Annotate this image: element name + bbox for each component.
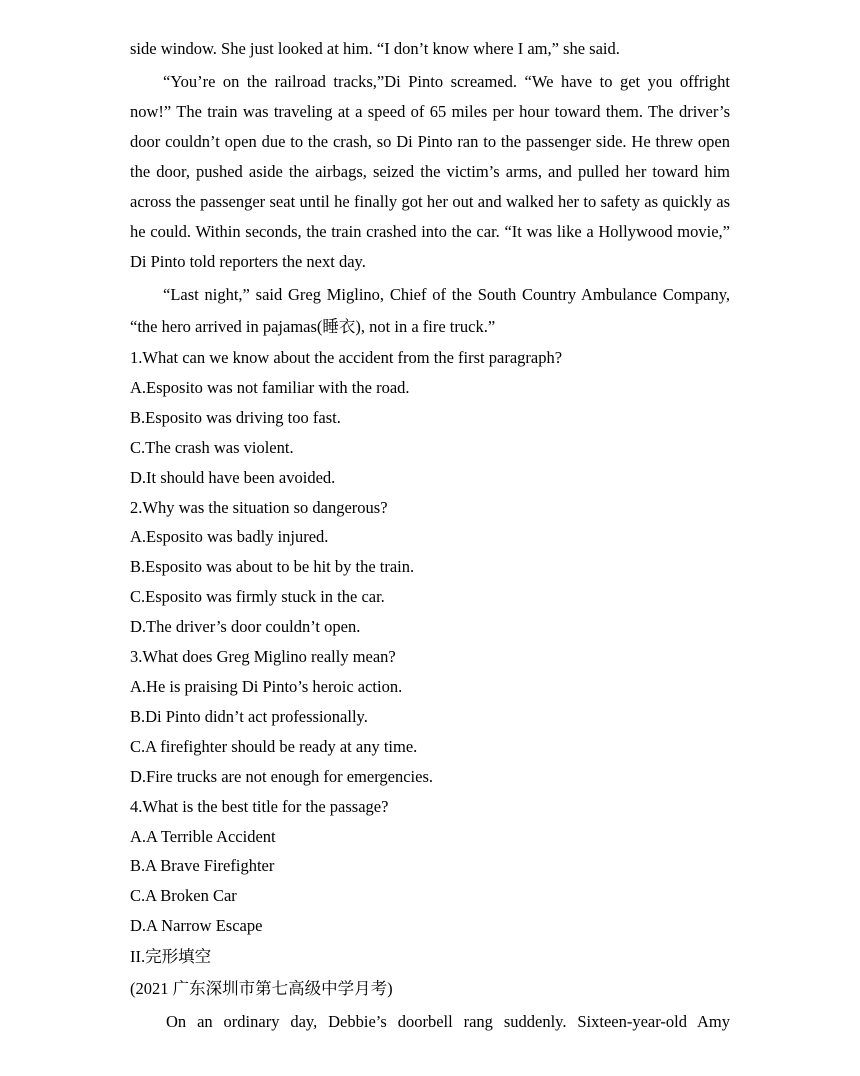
question-option: D.It should have been avoided. xyxy=(130,467,336,487)
question-option: D.The driver’s door couldn’t open. xyxy=(130,617,361,637)
question-stem: 1.What can we know about the accident from the first paragraph? xyxy=(130,348,563,367)
question-2 xyxy=(130,493,730,643)
question-option: C.The crash was violent. xyxy=(130,437,294,457)
question-option: A.A Terrible Accident xyxy=(130,826,276,846)
question-option: B.Di Pinto didn’t act professionally. xyxy=(130,706,368,726)
question-option: B.Esposito was driving too fast. xyxy=(130,407,341,427)
question-stem: 4.What is the best title for the passage? xyxy=(130,796,389,816)
question-option: C.A Broken Car xyxy=(130,886,237,906)
question-option: A.Esposito was not familiar with the road. xyxy=(130,377,410,397)
question-stem: 3.What does Greg Miglino really mean? xyxy=(130,647,396,667)
question-option: A.He is praising Di Pinto’s heroic action. xyxy=(130,676,403,696)
question-4 xyxy=(130,792,730,942)
cloze-opening-line: On an ordinary day, Debbie’s doorbell rang suddenly. Sixteen-year-old Amy xyxy=(166,1012,730,1032)
question-option: D.A Narrow Escape xyxy=(130,916,263,936)
question-list xyxy=(130,343,730,941)
question-option: B.Esposito was about to be hit by the train. xyxy=(130,557,415,577)
passage-paragraph-3: “Last night,” said Greg Miglino, Chief of the South Country Ambulance Company, “the hero arrived in pajamas(睡衣), not in a fire truck.” xyxy=(130,285,730,336)
document-page xyxy=(130,34,730,1037)
question-option: B.A Brave Firefighter xyxy=(130,856,275,876)
passage-paragraph-2: “You’re on the railroad tracks,”Di Pinto screamed. “We have to get you offright now!” The train was traveling at a speed of 65 miles per hour toward them. The driver’s door couldn’t open due to the crash, so Di Pinto ran to the passenger side. He threw open the door, pushed aside the airbags, seized the victim’s arms, and pulled her toward him across the passenger seat until he finally got her out and walked her to safety as quickly as he could. Within seconds, the train crashed into the car. “It was like a Hollywood movie,” Di Pinto told reporters the next day. xyxy=(130,72,730,271)
section-heading: II.完形填空 xyxy=(130,947,212,967)
section-source: (2021 广东深圳市第七高级中学月考) xyxy=(130,979,393,999)
question-option: C.A firefighter should be ready at any time. xyxy=(130,736,418,756)
question-option: C.Esposito was firmly stuck in the car. xyxy=(130,587,385,607)
question-option: D.Fire trucks are not enough for emergencies. xyxy=(130,766,434,786)
passage-paragraph-1-tail: side window. She just looked at him. “I don’t know where I am,” she said. xyxy=(130,39,620,58)
question-option: A.Esposito was badly injured. xyxy=(130,527,329,547)
question-stem: 2.Why was the situation so dangerous? xyxy=(130,497,388,517)
question-1 xyxy=(130,343,730,493)
question-3 xyxy=(130,642,730,792)
